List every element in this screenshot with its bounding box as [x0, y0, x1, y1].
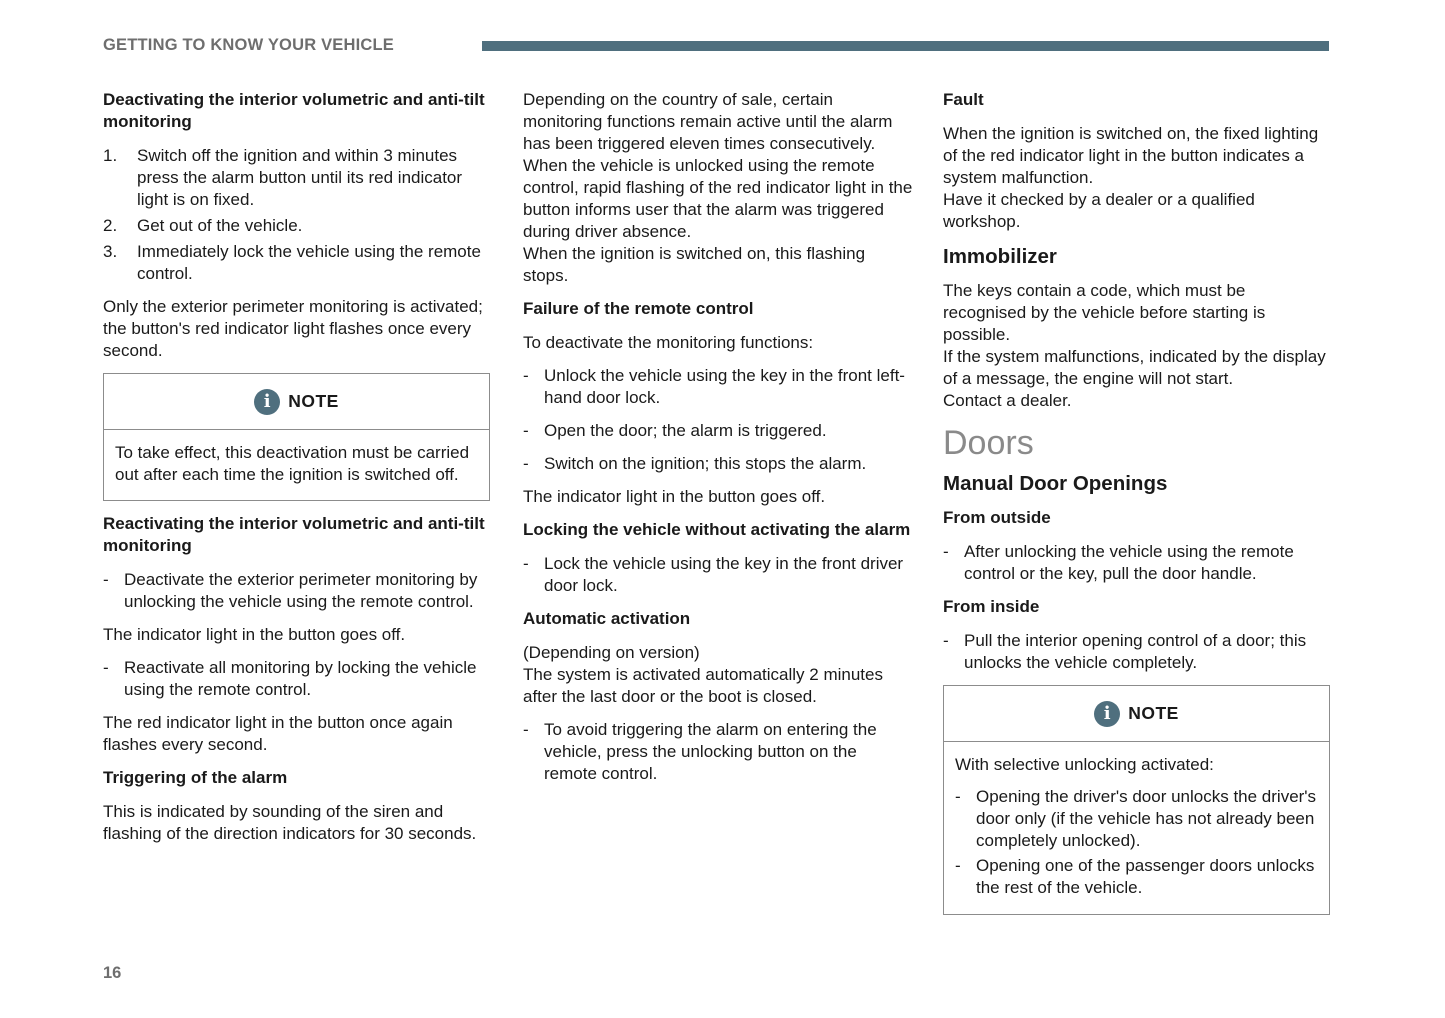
paragraph-malfunction: If the system malfunctions, indicated by the display of a message, the engine will not start.: [943, 347, 1326, 388]
list-item: [103, 569, 490, 613]
note-header: [104, 374, 489, 430]
heading-locking-no-alarm: Locking the vehicle without activating the alarm: [523, 520, 911, 539]
paragraph-goes-off: The indicator light in the button goes off.: [103, 625, 406, 644]
list-item-text: Opening one of the passenger doors unlocks the rest of the vehicle.: [976, 856, 1315, 897]
note-text: With selective unlocking activated:: [955, 755, 1214, 774]
note-body: [944, 742, 1329, 914]
paragraph-exterior-only: Only the exterior perimeter monitoring is activated; the button's red indicator light flashes once every second.: [103, 297, 483, 360]
heading-immobilizer: Immobilizer: [943, 245, 1057, 268]
avoid-list: [523, 719, 913, 785]
step-text: Switch off the ignition and within 3 minutes press the alarm button until its red indicator light is on fixed.: [137, 146, 463, 209]
paragraph-ignition-stops: When the ignition is switched on, this flashing stops.: [523, 244, 866, 285]
step-number: 2.: [103, 216, 118, 235]
dash-marker: -: [955, 856, 961, 875]
dash-marker: -: [955, 787, 961, 806]
paragraph-fault: When the ignition is switched on, the fixed lighting of the red indicator light in the button indicates a system malfunction.: [943, 124, 1319, 187]
info-icon: i: [1094, 701, 1120, 727]
paragraph-unlocked: When the vehicle is unlocked using the remote control, rapid flashing of the red indicator light in the button informs user that the alarm was triggered during driver absence.: [523, 156, 913, 241]
heading-deactivating: Deactivating the interior volumetric and anti-tilt monitoring: [103, 90, 485, 131]
info-icon: i: [254, 389, 280, 415]
list-item: [523, 365, 913, 409]
dash-marker: -: [523, 421, 529, 440]
list-item-text: After unlocking the vehicle using the remote control or the key, pull the door handle.: [964, 542, 1294, 583]
step-item: [103, 241, 490, 285]
list-item-text: Open the door; the alarm is triggered.: [544, 421, 827, 440]
dash-marker: -: [523, 366, 529, 385]
heading-from-inside: From inside: [943, 597, 1040, 616]
heading-triggering: Triggering of the alarm: [103, 768, 288, 787]
locking-list: [523, 553, 913, 597]
heading-manual-door: Manual Door Openings: [943, 472, 1168, 495]
column-right: [943, 89, 1330, 927]
heading-from-outside: From outside: [943, 508, 1051, 527]
dash-marker: -: [523, 554, 529, 573]
list-item-text: Opening the driver's door unlocks the driver's door only (if the vehicle has not already been completely unlocked).: [976, 787, 1317, 850]
step-text: Get out of the vehicle.: [137, 216, 303, 235]
paragraph-version: (Depending on version): [523, 643, 700, 662]
note-label: NOTE: [1128, 703, 1179, 723]
paragraph-goes-off: The indicator light in the button goes off.: [523, 487, 826, 506]
note-label: NOTE: [288, 391, 339, 411]
dash-marker: -: [523, 454, 529, 473]
step-item: [103, 145, 490, 211]
heading-fault: Fault: [943, 90, 984, 109]
heading-failure-remote: Failure of the remote control: [523, 299, 754, 318]
page-number: 16: [103, 964, 122, 982]
note-body: [104, 430, 489, 500]
paragraph-to-deactivate: To deactivate the monitoring functions:: [523, 333, 814, 352]
list-item: [523, 453, 913, 475]
list-item-text: Reactivate all monitoring by locking the vehicle using the remote control.: [124, 658, 477, 699]
list-item-text: Deactivate the exterior perimeter monitoring by unlocking the vehicle using the remote control.: [124, 570, 478, 611]
list-item: [943, 630, 1330, 674]
step-text: Immediately lock the vehicle using the remote control.: [137, 242, 481, 283]
header-divider-bar: [482, 41, 1329, 51]
column-left: [103, 89, 490, 856]
list-item-text: Unlock the vehicle using the key in the front left-hand door lock.: [544, 366, 905, 407]
list-item-text: To avoid triggering the alarm on entering the vehicle, press the unlocking button on the remote control.: [544, 720, 877, 783]
step-item: [103, 215, 490, 237]
outside-list: [943, 541, 1330, 585]
paragraph-country: Depending on the country of sale, certain monitoring functions remain active until the alarm has been triggered eleven times consecutively.: [523, 90, 893, 153]
dash-marker: -: [943, 631, 949, 650]
paragraph-contact: Contact a dealer.: [943, 391, 1072, 410]
list-item-text: Lock the vehicle using the key in the front driver door lock.: [544, 554, 904, 595]
list-item: [955, 855, 1318, 899]
paragraph-triggering: This is indicated by sounding of the siren and flashing of the direction indicators for 30 seconds.: [103, 802, 477, 843]
column-middle: [523, 89, 913, 796]
list-item: [955, 786, 1318, 852]
reactivate-list-1: [103, 569, 490, 613]
paragraph-auto-activation: The system is activated automatically 2 minutes after the last door or the boot is closed.: [523, 665, 883, 706]
list-item: [103, 657, 490, 701]
dash-marker: -: [523, 720, 529, 739]
list-item-text: Pull the interior opening control of a door; this unlocks the vehicle completely.: [964, 631, 1307, 672]
note-text: To take effect, this deactivation must be carried out after each time the ignition is switched off.: [115, 443, 470, 484]
list-item: [523, 420, 913, 442]
note-box-deactivation: [103, 373, 490, 501]
note-box-selective-unlocking: [943, 685, 1330, 915]
deactivation-steps: [103, 145, 490, 285]
list-item: [523, 553, 913, 597]
failure-steps: [523, 365, 913, 475]
note-list: [955, 786, 1318, 899]
heading-automatic-activation: Automatic activation: [523, 609, 691, 628]
paragraph-keys: The keys contain a code, which must be recognised by the vehicle before starting is possible.: [943, 281, 1266, 344]
paragraph-red-again: The red indicator light in the button once again flashes every second.: [103, 713, 453, 754]
inside-list: [943, 630, 1330, 674]
reactivate-list-2: [103, 657, 490, 701]
list-item-text: Switch on the ignition; this stops the alarm.: [544, 454, 867, 473]
note-header: [944, 686, 1329, 742]
step-number: 3.: [103, 242, 118, 261]
dash-marker: -: [943, 542, 949, 561]
section-title: GETTING TO KNOW YOUR VEHICLE: [103, 36, 395, 54]
dash-marker: -: [103, 570, 109, 589]
paragraph-check: Have it checked by a dealer or a qualified workshop.: [943, 190, 1255, 231]
list-item: [943, 541, 1330, 585]
heading-doors: Doors: [943, 424, 1034, 462]
list-item: [523, 719, 913, 785]
step-number: 1.: [103, 146, 118, 165]
dash-marker: -: [103, 658, 109, 677]
heading-reactivating: Reactivating the interior volumetric and anti-tilt monitoring: [103, 514, 485, 555]
